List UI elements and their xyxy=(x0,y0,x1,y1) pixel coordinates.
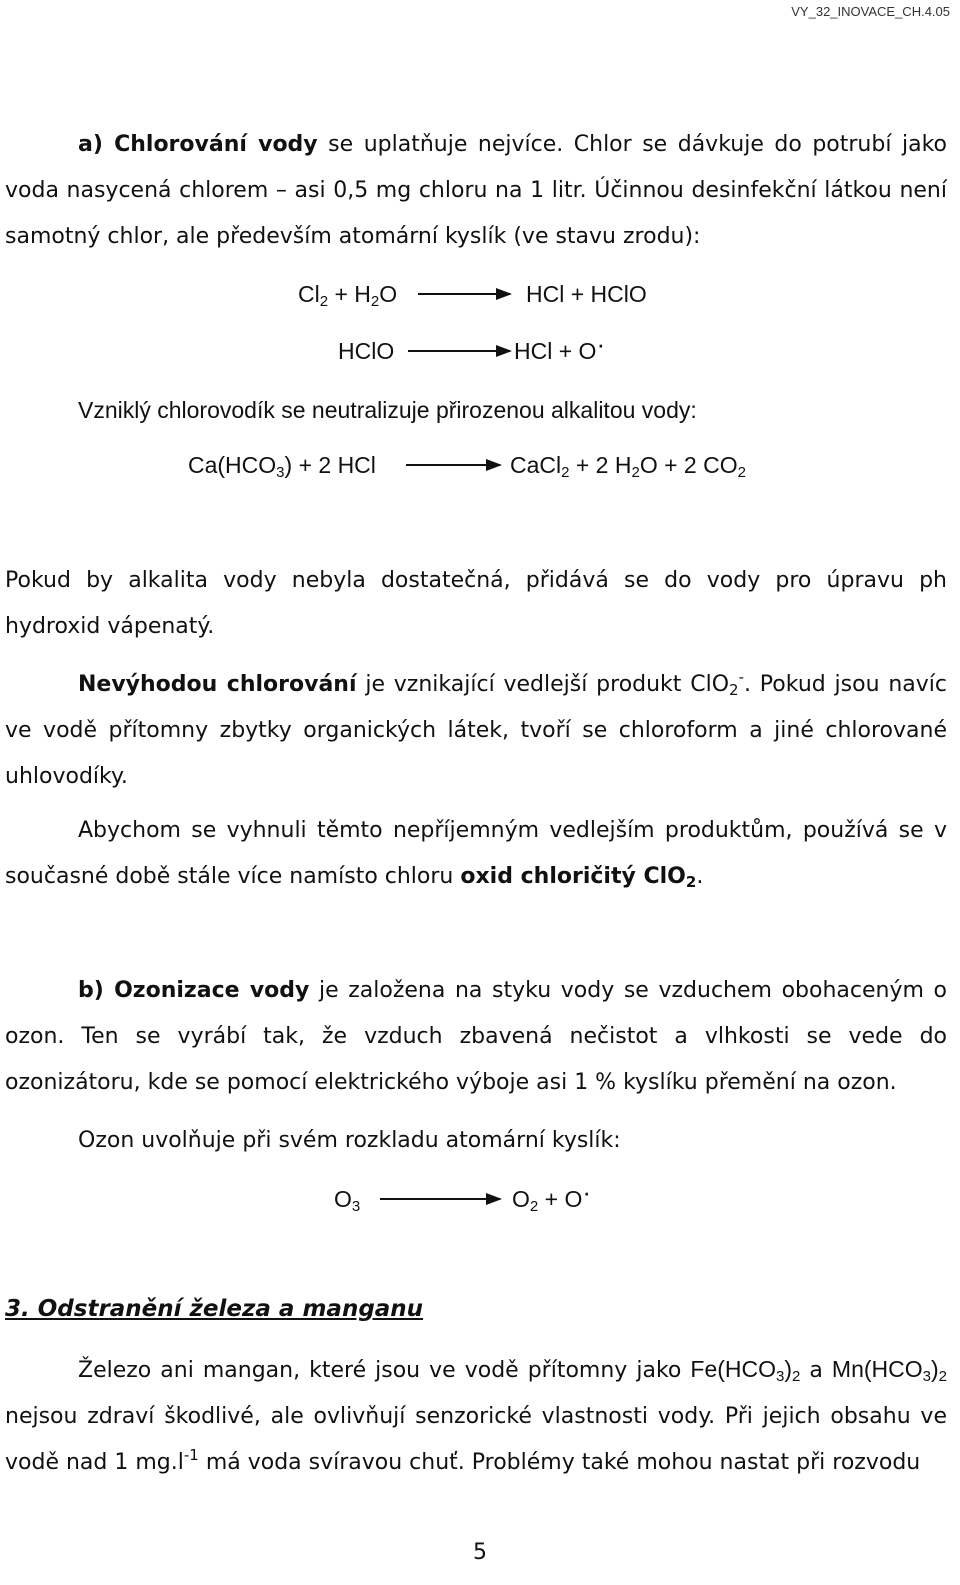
paragraph-iron-manganese: Železo ani mangan, které jsou ve vodě přítomny jako $Fe(HCO_3)_2$ a $Mn(HCO_3)_2$ nejsou zdraví škodlivé, ale ovlivňují senzorické vlastnosti vody. Při jejich obsahu ve vodě nad 1 $mg.l^{-1}$ má voda svíravou chuť. Problémy také mohou nastat při rozvodu xyxy=(5,1356,947,1475)
reaction-arrow xyxy=(380,1198,500,1200)
paragraph-alkalinity: Pokud by alkalita vody nebyla dostatečná, přidává se do vody pro úpravu ph hydroxid vápenatý. xyxy=(5,568,947,639)
equation-1-right: HCl + HClO xyxy=(526,281,647,307)
reaction-arrow xyxy=(418,293,510,295)
reaction-arrow xyxy=(406,464,500,466)
equation-2-right: HCl + O· xyxy=(514,329,606,364)
equation-3-right: CaCl$_2$ + 2 $H_2O + 2$ $CO_2$ xyxy=(510,452,746,481)
reaction-arrow xyxy=(408,350,510,352)
equation-3-left: $Ca(HCO_3) + 2$ HCl xyxy=(188,452,376,481)
equation-4-left: $O_3$ xyxy=(334,1186,361,1215)
paragraph-neutralization: Vzniklý chlorovodík se neutralizuje přirozenou alkalitou vody: xyxy=(78,397,697,423)
paragraph-ozonization: b) Ozonizace vody je založena na styku vody se vzduchem obohaceným o ozon. Ten se vyrábí tak, že vzduch zbavená nečistot a vlhkosti se vede do ozonizátoru, kde se pomocí elektrického výboje asi 1 % kyslíku přemění na ozon. xyxy=(5,978,947,1095)
document-code: VY_32_INOVACE_CH.4.05 xyxy=(791,4,950,19)
equation-2-left: HClO xyxy=(338,338,395,364)
paragraph-chlorination: a) Chlorování vody se uplatňuje nejvíce. Chlor se dávkuje do potrubí jako voda nasycená chlorem – asi 0,5 mg chloru na 1 litr. Účinnou desinfekční látkou není samotný chlor, ale především atomární kyslík (ve stavu zrodu): xyxy=(5,132,947,249)
paragraph-chlorine-dioxide: Abychom se vyhnuli těmto nepříjemným vedlejším produktům, používá se v současné době stále více namísto chloru oxid chloričitý ClO$_2$. xyxy=(5,818,947,891)
equation-4-right: $O_2 + O\cdot$ xyxy=(512,1177,592,1215)
paragraph-disadvantage: Nevýhodou chlorování je vznikající vedlejší produkt ClO$_2$-. Pokud jsou navíc ve vodě přítomny zbytky organických látek, tvoří se chloroform a jiné chlorované uhlovodíky. xyxy=(5,668,947,789)
page-number: 5 xyxy=(473,1540,487,1565)
equation-1-left: $Cl_2 + H_2O$ xyxy=(298,281,398,310)
paragraph-ozone-decomposition: Ozon uvolňuje při svém rozkladu atomární kyslík: xyxy=(78,1128,621,1153)
section-heading-iron-manganese: 3. Odstranění železa a manganu xyxy=(5,1296,424,1322)
